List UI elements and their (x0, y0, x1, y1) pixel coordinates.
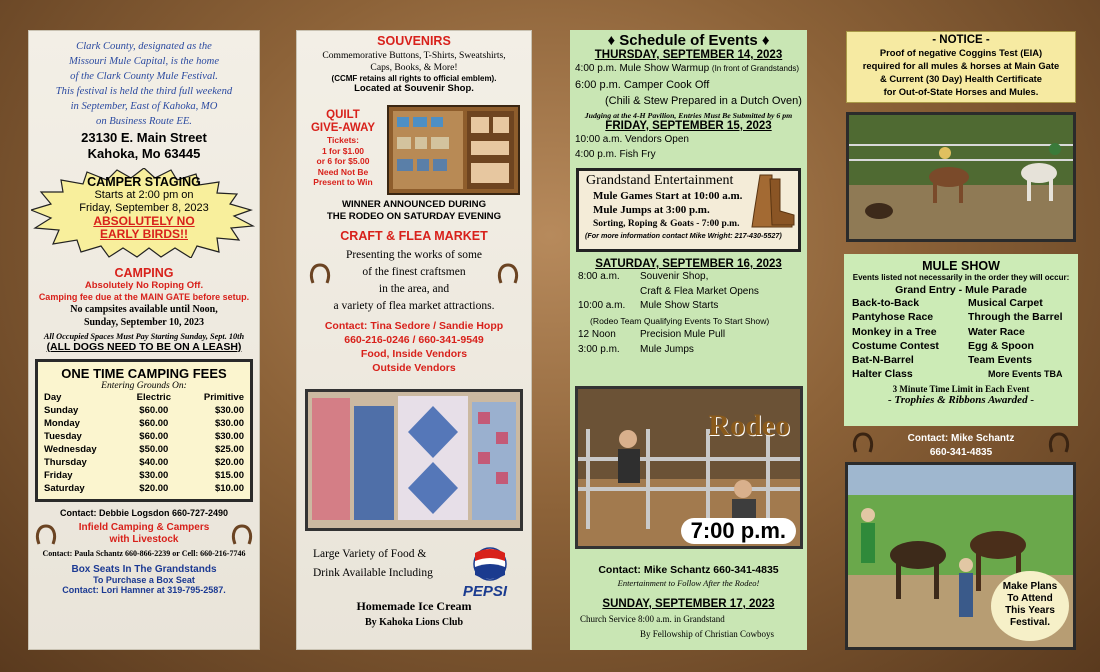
grandstand-title: Grandstand Entertainment (586, 173, 734, 188)
event-text: Souvenir Shop, (640, 271, 709, 282)
event-text: Craft & Flea Market Opens (640, 285, 759, 297)
camping-pay: All Occupied Spaces Must Pay Starting Sunday, Sept. 10th (43, 332, 245, 341)
camping-fees-box (35, 359, 253, 502)
box-seats-sub: To Purchase a Box Seat (93, 575, 195, 585)
mule-show-title: MULE SHOW (922, 259, 1000, 273)
event-item: Through the Barrel (968, 311, 1063, 324)
event-row (578, 299, 807, 314)
box-seats-contact: Contact: Lori Hamner at 319-795-2587. (62, 585, 226, 595)
event-row (575, 61, 807, 77)
camping-panel (28, 30, 260, 650)
after-rodeo-note: Entertainment to Follow After the Rodeo! (617, 578, 760, 588)
event-time: 8:00 a.m. (578, 271, 620, 282)
event-item: Back-to-Back (852, 297, 920, 309)
grandstand-box (576, 168, 801, 252)
souvenirs-rights: (CCMF retains all rights to official emblem). (331, 74, 497, 83)
electric-cell: $50.00 (139, 444, 169, 455)
notice-line: & Current (30 Day) Health Certificate (879, 73, 1043, 84)
primitive-cell: $20.00 (214, 457, 244, 468)
christian-cowboys: By Fellowship of Christian Cowboys (640, 629, 775, 639)
ice-cream-title: Homemade Ice Cream (356, 599, 472, 613)
event-item: Team Events (968, 354, 1032, 367)
intro-line: This festival is held the third full weekend (55, 86, 233, 97)
electric-cell: $60.00 (139, 418, 169, 429)
souvenirs-line: Commemorative Buttons, T-Shirts, Sweatshirts, (322, 50, 506, 61)
rodeo-contact: Contact: Mike Schantz 660-341-4835 (598, 564, 779, 576)
camper-staging-burst (31, 168, 257, 258)
fees-title: ONE TIME CAMPING FEES (61, 366, 227, 381)
events-right (968, 296, 1063, 382)
vendors-line: Outside Vendors (372, 362, 456, 374)
schedule-title: ♦ Schedule of Events ♦ (607, 32, 770, 49)
camping-contact: Contact: Debbie Logsdon 660-727-2490 (59, 508, 229, 518)
electric-cell: $60.00 (139, 431, 169, 442)
food-note (313, 545, 433, 583)
table-row (44, 469, 244, 482)
primitive-cell: $30.00 (214, 405, 244, 416)
table-row (44, 404, 244, 417)
mule-show-events (844, 296, 1078, 382)
souvenirs-line: Caps, Books, & More! (370, 62, 458, 73)
event-text: 6:00 p.m. Camper Cook Off (575, 79, 710, 91)
day-cell: Friday (44, 470, 73, 481)
infield-contact: Contact: Paula Schantz 660-866-2239 or Cell: 660-216-7746 (42, 549, 246, 558)
event-item: Egg & Spoon (968, 339, 1034, 352)
pepsi-globe-icon (473, 547, 507, 581)
riders-photo (845, 462, 1076, 650)
event-item: Musical Carpet (968, 297, 1043, 309)
plans-line: This Years (1005, 605, 1055, 616)
electric-cell: $40.00 (139, 457, 169, 468)
mule-arena-photo (846, 112, 1076, 242)
staging-text (31, 176, 257, 241)
plans-line: Make Plans (1002, 581, 1058, 592)
grandstand-line: Sorting, Roping & Goats - 7:00 p.m. (593, 219, 740, 229)
quilt-line: or 6 for $5.00 (316, 156, 370, 166)
quilt-title: QUILT (326, 109, 360, 121)
grandstand-line: Mule Jumps at 3:00 p.m. (593, 204, 710, 216)
craft-line: a variety of flea market attractions. (333, 300, 495, 312)
mule-show-contact (846, 432, 1076, 460)
rodeo-time: 7:00 p.m. (681, 518, 796, 544)
intro-line: in September, East of Kahoka, MO (70, 101, 218, 112)
event-item: Pantyhose Race (852, 311, 934, 324)
fees-table (44, 391, 244, 495)
event-text: Mule Show Starts (640, 300, 719, 311)
staging-line: Friday, September 8, 2023 (79, 202, 209, 214)
craft-contact-line: Contact: Tina Sedore / Sandie Hopp (324, 320, 504, 332)
souvenirs-panel (296, 30, 532, 650)
camping-dogs: (ALL DOGS NEED TO BE ON A LEASH) (46, 341, 242, 353)
trophies: - Trophies & Ribbons Awarded - (888, 393, 1034, 406)
camping-roping: Absolutely No Roping Off. (84, 280, 204, 291)
primitive-cell: $30.00 (214, 431, 244, 442)
souvenirs-desc (297, 50, 531, 74)
event-text: Mule Jumps (640, 343, 694, 355)
festival-address (29, 130, 259, 162)
table-header (44, 391, 244, 404)
event-item: Water Race (968, 325, 1025, 338)
make-plans-badge (991, 571, 1069, 641)
header-cell: Day (44, 392, 62, 403)
event-row (578, 343, 807, 358)
quilt-line: Tickets: (327, 135, 359, 145)
craft-title: CRAFT & FLEA MARKET (340, 229, 488, 243)
saturday-title: SATURDAY, SEPTEMBER 16, 2023 (595, 258, 782, 270)
friday-events (570, 132, 807, 162)
food-line: Drink Available Including (313, 567, 433, 579)
quilt-giveaway (301, 109, 385, 188)
electric-cell: $20.00 (139, 483, 169, 494)
event-item: More Events TBA (988, 369, 1063, 380)
event-text: 4:00 p.m. Mule Show Warmup (575, 63, 710, 74)
quilts-photo (305, 389, 523, 531)
header-cell: Primitive (203, 392, 244, 403)
lions-club: By Kahoka Lions Club (364, 617, 464, 628)
horseshoe-icon (231, 524, 253, 546)
event-text: Precision Mule Pull (640, 329, 726, 340)
grandstand-contact: (For more information contact Mike Wright: 217-430-5527) (585, 231, 782, 240)
infield-line: with Livestock (109, 534, 179, 545)
intro-line: of the Clark County Mule Festival. (70, 71, 218, 82)
staging-line: Starts at 2:00 pm on (94, 189, 194, 201)
winner-line: THE RODEO ON SATURDAY EVENING (326, 211, 502, 222)
mules-graphic (849, 115, 1073, 239)
grand-entry: Grand Entry - Mule Parade (895, 284, 1027, 296)
souvenirs-location: Located at Souvenir Shop. (354, 83, 474, 94)
pepsi-logo (447, 547, 523, 603)
infield-line: Infield Camping & Campers (78, 522, 210, 533)
fees-subtitle: Entering Grounds On: (101, 381, 187, 391)
camping-title: CAMPING (114, 266, 174, 280)
table-row (44, 417, 244, 430)
table-row (44, 443, 244, 456)
address-line: 23130 E. Main Street (81, 130, 207, 145)
day-cell: Monday (44, 418, 80, 429)
intro-line: Clark County, designated as the (76, 41, 212, 52)
notice-line: required for all mules & horses at Main Gate (862, 60, 1060, 71)
notice-box (846, 31, 1076, 103)
day-cell: Sunday (44, 405, 79, 416)
shelves-graphic (389, 107, 518, 193)
friday-title: FRIDAY, SEPTEMBER 15, 2023 (605, 120, 772, 132)
camping-noon (29, 303, 259, 329)
primitive-cell: $30.00 (214, 418, 244, 429)
souvenir-shop-photo (387, 105, 520, 195)
mule-show-note: Events listed not necessarily in the order they will occur: (852, 273, 1070, 282)
quilt-line: Need Not Be (317, 166, 369, 177)
sunday-title: SUNDAY, SEPTEMBER 17, 2023 (602, 598, 775, 610)
event-row (578, 270, 807, 285)
intro-line: on Business Route EE. (96, 116, 192, 127)
rodeo-photo (575, 386, 803, 549)
events-left (852, 296, 968, 382)
box-seats-title: Box Seats In The Grandstands (71, 564, 217, 575)
event-text: (Chili & Stew Prepared in a Dutch Oven) (605, 95, 802, 107)
schedule-panel (570, 30, 807, 650)
day-cell: Thursday (44, 457, 87, 468)
primitive-cell: $25.00 (214, 444, 244, 455)
contact-line: 660-341-4835 (929, 447, 993, 458)
event-time: 3:00 p.m. (578, 343, 620, 355)
notice-line: Proof of negative Coggins Test (EIA) (879, 47, 1043, 58)
pepsi-text: PEPSI (462, 583, 508, 600)
craft-line: in the area, and (378, 283, 450, 295)
thursday-events (570, 61, 807, 109)
staging-title: CAMPER STAGING (87, 175, 201, 189)
day-cell: Saturday (44, 483, 85, 494)
notice-line: for Out-of-State Horses and Mules. (883, 86, 1039, 97)
church-service: Church Service 8:00 a.m. in Grandstand (580, 614, 725, 624)
judging-note: Judging at the 4-H Pavilion, Entries Must Be Submitted by 6 pm (584, 111, 793, 120)
horseshoe-icon (35, 524, 57, 546)
camping-noon-line: Sunday, September 10, 2023 (83, 317, 205, 328)
saturday-events (570, 270, 807, 357)
mule-show-box (844, 254, 1078, 426)
thursday-title: THURSDAY, SEPTEMBER 14, 2023 (594, 49, 783, 61)
day-cell: Tuesday (44, 431, 82, 442)
quilt-line: 1 for $1.00 (321, 145, 365, 156)
craft-contact-line: 660-216-0246 / 660-341-9549 (344, 334, 484, 346)
event-row (578, 328, 807, 343)
event-note: (Rodeo Team Qualifying Events To Start Show) (590, 315, 770, 326)
event-time: 10:00 a.m. (578, 300, 626, 311)
winner-line: WINNER ANNOUNCED DURING (341, 199, 487, 210)
plans-line: Festival. (1009, 617, 1051, 628)
rodeo-word: Rodeo (708, 409, 790, 442)
winner-note (297, 199, 531, 223)
time-limit: 3 Minute Time Limit in Each Event (892, 383, 1030, 394)
intro-line: Missouri Mule Capital, is the home (68, 56, 220, 67)
quilts-graphic (308, 392, 520, 528)
event-item: Costume Contest (852, 339, 939, 352)
event-item: Bat-N-Barrel (852, 354, 914, 367)
craft-desc (297, 247, 531, 315)
vendors-line: Food, Inside Vendors (360, 348, 468, 360)
staging-warning: EARLY BIRDS!! (99, 227, 188, 241)
food-line: Large Variety of Food & (313, 548, 427, 560)
souvenirs-title: SOUVENIRS (377, 34, 451, 48)
craft-line: of the finest craftsmen (362, 266, 466, 278)
address-line: Kahoka, Mo 63445 (87, 146, 201, 161)
camping-fee: Camping fee due at the MAIN GATE before setup. (38, 292, 250, 302)
notice-title: - NOTICE - (932, 34, 990, 46)
quilt-title: GIVE-AWAY (310, 122, 376, 134)
primitive-cell: $10.00 (214, 483, 244, 494)
grandstand-line: Mule Games Start at 10:00 a.m. (593, 190, 743, 202)
quilt-line: Present to Win (313, 177, 373, 187)
event-item: Monkey in a Tree (852, 325, 937, 338)
event-note: (In front of Grandstands) (711, 64, 800, 73)
craft-contact (297, 319, 531, 375)
table-row (44, 482, 244, 495)
notice-lines (847, 46, 1075, 98)
plans-line: To Attend (1007, 593, 1053, 604)
primitive-cell: $15.00 (214, 470, 244, 481)
event-row (578, 285, 807, 300)
infield-block (29, 522, 259, 546)
festival-intro (29, 39, 259, 129)
table-row (44, 430, 244, 443)
day-cell: Wednesday (44, 444, 97, 455)
camping-noon-line: No campsites available until Noon, (70, 304, 218, 315)
event-time: 12 Noon (578, 329, 616, 340)
staging-warning: ABSOLUTELY NO (93, 214, 195, 228)
electric-cell: $60.00 (139, 405, 169, 416)
craft-line: Presenting the works of some (345, 249, 483, 261)
event-item: Halter Class (852, 368, 913, 381)
contact-line: Contact: Mike Schantz (907, 433, 1015, 444)
header-cell: Electric (136, 392, 171, 403)
table-row (44, 456, 244, 469)
cowboy-boots-icon (748, 173, 796, 229)
electric-cell: $30.00 (139, 470, 169, 481)
event-text: 4:00 p.m. Fish Fry (575, 149, 656, 160)
event-text: 10:00 a.m. Vendors Open (575, 134, 689, 145)
